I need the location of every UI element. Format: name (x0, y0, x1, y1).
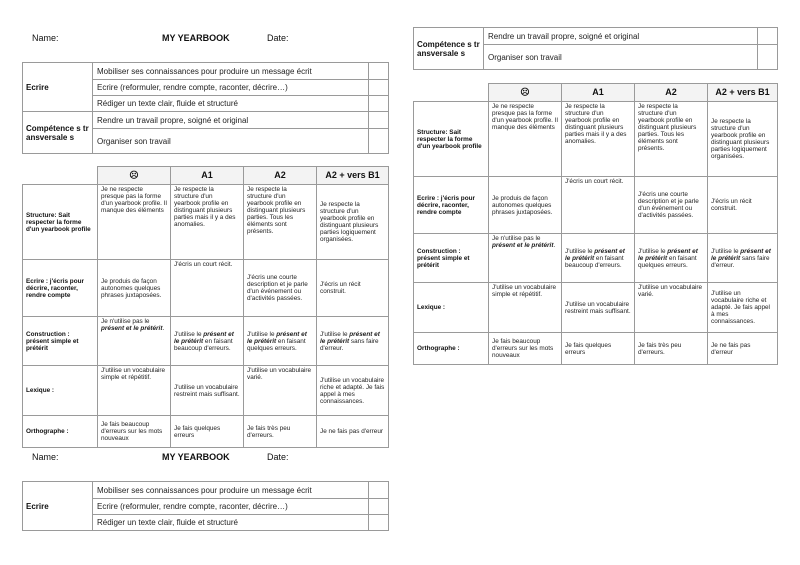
descriptor-cell: J'utilise un vocabulaire simple et répétitif. (489, 283, 562, 333)
descriptor-cell: Je respecte la structure d'un yearbook profile en distinguant plusieurs parties. Tous les éléments sont présents. (244, 185, 317, 260)
descriptor-cell (635, 234, 708, 283)
descriptor-cell (708, 234, 778, 283)
descriptor-cell: J'écris un récit construit. (708, 177, 778, 234)
criterion-label: Ecrire : j'écris pour décrire, raconter, rendre compte (23, 260, 98, 317)
descriptor-cell: Je respecte la structure d'un yearbook profile en distinguant plusieurs parties mais il y a des anomalies. (562, 102, 635, 177)
descriptor-cell: J'écris un récit construit. (317, 260, 389, 317)
descriptor-cell: J'écris un court récit. (562, 177, 635, 234)
check-cell[interactable] (369, 80, 389, 96)
level-sad-header (489, 84, 562, 102)
descriptor-cell: Je produis de façon autonomes quelques phrases juxtaposées. (98, 260, 171, 317)
descriptor-cell: J'utilise un vocabulaire varié. (635, 283, 708, 333)
emphasis-text: présent et le prétérit (565, 247, 625, 262)
rubric-row (414, 177, 778, 234)
descriptor-cell: Je fais quelques erreurs (562, 333, 635, 365)
check-cell[interactable] (369, 63, 389, 80)
competences-table-3 (413, 27, 778, 70)
transversales-label: Compétence s transversale s (23, 112, 93, 154)
competence-item: Rédiger un texte clair, fluide et structuré (93, 515, 369, 531)
descriptor-text: Je n'utilise pas le (101, 318, 150, 325)
descriptor-cell: J'écris un court récit. (171, 260, 244, 317)
competence-item: Ecrire (reformuler, rendre compte, raconter, décrire…) (93, 499, 369, 515)
descriptor-cell: J'écris une courte description et je parle d'un événement ou d'activités passées. (635, 177, 708, 234)
emphasis-text: présent et le prétérit (711, 247, 771, 262)
descriptor-cell: Je produis de façon autonomes quelques phrases juxtaposées. (489, 177, 562, 234)
descriptor-cell (562, 234, 635, 283)
ecrire-label: Ecrire (23, 63, 93, 112)
descriptor-text: en faisant quelques erreurs. (638, 254, 697, 269)
check-cell[interactable] (758, 28, 778, 45)
check-cell[interactable] (369, 499, 389, 515)
descriptor-cell (244, 317, 317, 366)
descriptor-cell: Je fais beaucoup d'erreurs sur les mots nouveaux (98, 416, 171, 448)
ecrire-label: Ecrire (23, 482, 93, 531)
rubric-row (414, 102, 778, 177)
criterion-label: Structure: Sait respecter la forme d'un yearbook profile (414, 102, 489, 177)
rubric-row (23, 260, 389, 317)
competences-table-2 (22, 481, 389, 531)
level-header: A2 + vers B1 (708, 84, 778, 102)
level-header: A1 (171, 167, 244, 185)
transversales-label: Compétence s transversale s (414, 28, 484, 70)
rubric-row (414, 234, 778, 283)
descriptor-cell (489, 234, 562, 283)
rubric-row (414, 283, 778, 333)
name-label: Name: (32, 33, 59, 43)
descriptor-cell: Je ne fais pas d'erreur (317, 416, 389, 448)
emphasis-text: présent et le prétérit (101, 325, 163, 332)
rubric-corner (23, 167, 98, 185)
descriptor-cell: J'utilise un vocabulaire varié. (244, 366, 317, 416)
emphasis-text: présent et le prétérit (174, 330, 234, 345)
sad-face-icon: ☹ (520, 87, 530, 97)
competence-item: Organiser son travail (484, 45, 758, 70)
descriptor-cell: J'utilise un vocabulaire riche et adapté. Je fais appel à mes connaissances. (317, 366, 389, 416)
descriptor-cell: Je respecte la structure d'un yearbook profile en distinguant plusieurs parties. Tous les éléments sont présents. (635, 102, 708, 177)
emphasis-text: présent et le prétérit (320, 330, 380, 345)
competence-item: Rendre un travail propre, soigné et original (484, 28, 758, 45)
descriptor-cell (171, 317, 244, 366)
descriptor-text: J'utilise le (565, 247, 595, 255)
descriptor-text: J'utilise le (174, 330, 204, 338)
rubric-table-1 (22, 166, 389, 448)
name-label: Name: (32, 452, 59, 462)
descriptor-cell: Je respecte la structure d'un yearbook profile en distinguant plusieurs parties mais il y a des anomalies. (171, 185, 244, 260)
descriptor-cell: Je respecte la structure d'un yearbook profile en distinguant plusieurs parties logiquement organisées. (708, 102, 778, 177)
competence-item: Mobiliser ses connaissances pour produire un message écrit (93, 482, 369, 499)
level-sad-header (98, 167, 171, 185)
descriptor-cell (317, 317, 389, 366)
descriptor-cell: Je fais quelques erreurs (171, 416, 244, 448)
rubric-row (23, 185, 389, 260)
competences-table-1 (22, 62, 389, 154)
criterion-label: Orthographe : (23, 416, 98, 448)
descriptor-text: . (162, 325, 165, 332)
descriptor-text: sans faire d'erreur. (711, 254, 770, 269)
descriptor-cell: Je ne respecte presque pas la forme d'un yearbook profile. Il manque des éléments (98, 185, 171, 260)
descriptor-cell: J'utilise un vocabulaire restreint mais suffisant. (562, 283, 635, 333)
descriptor-cell: Je respecte la structure d'un yearbook profile en distinguant plusieurs parties logiquement organisées. (317, 185, 389, 260)
descriptor-cell: J'écris une courte description et je parle d'un événement ou d'activités passées. (244, 260, 317, 317)
descriptor-cell: J'utilise un vocabulaire restreint mais suffisant. (171, 366, 244, 416)
sad-face-icon: ☹ (129, 170, 139, 180)
criterion-label: Structure: Sait respecter la forme d'un yearbook profile (23, 185, 98, 260)
rubric-row (23, 317, 389, 366)
level-header: A2 (635, 84, 708, 102)
descriptor-cell (98, 317, 171, 366)
descriptor-text: en faisant beaucoup d'erreurs. (174, 337, 233, 352)
emphasis-text: présent et le prétérit (638, 247, 698, 262)
descriptor-text: J'utilise le (711, 247, 741, 255)
check-cell[interactable] (758, 45, 778, 70)
check-cell[interactable] (369, 129, 389, 154)
descriptor-text: en faisant quelques erreurs. (247, 337, 306, 352)
rubric-table-2 (413, 83, 778, 365)
competence-item: Rédiger un texte clair, fluide et structuré (93, 96, 369, 112)
criterion-label: Lexique : (414, 283, 489, 333)
check-cell[interactable] (369, 96, 389, 112)
descriptor-cell: Je ne respecte presque pas la forme d'un yearbook profile. Il manque des éléments (489, 102, 562, 177)
criterion-label: Orthographe : (414, 333, 489, 365)
competence-item: Rendre un travail propre, soigné et original (93, 112, 369, 129)
rubric-corner (414, 84, 489, 102)
descriptor-cell: Je fais beaucoup d'erreurs sur les mots nouveaux (489, 333, 562, 365)
sheet-header-2 (22, 452, 388, 464)
descriptor-text: en faisant beaucoup d'erreurs. (565, 254, 624, 269)
date-label: Date: (267, 452, 289, 462)
level-header: A2 + vers B1 (317, 167, 389, 185)
criterion-label: Construction : présent simple et prétérit (23, 317, 98, 366)
descriptor-text: . (553, 242, 556, 249)
descriptor-cell: J'utilise un vocabulaire riche et adapté. Je fais appel à mes connaissances. (708, 283, 778, 333)
level-header: A2 (244, 167, 317, 185)
emphasis-text: présent et le prétérit (247, 330, 307, 345)
descriptor-cell: Je fais très peu d'erreurs. (635, 333, 708, 365)
criterion-label: Ecrire : j'écris pour décrire, raconter, rendre compte (414, 177, 489, 234)
descriptor-cell: J'utilise un vocabulaire simple et répétitif. (98, 366, 171, 416)
competence-item: Organiser son travail (93, 129, 369, 154)
check-cell[interactable] (369, 112, 389, 129)
descriptor-text: J'utilise le (638, 247, 668, 255)
emphasis-text: présent et le prétérit (492, 242, 554, 249)
criterion-label: Construction : présent simple et prétérit (414, 234, 489, 283)
date-label: Date: (267, 33, 289, 43)
criterion-label: Lexique : (23, 366, 98, 416)
sheet-title: MY YEARBOOK (162, 33, 230, 43)
descriptor-cell: Je ne fais pas d'erreur (708, 333, 778, 365)
check-cell[interactable] (369, 515, 389, 531)
descriptor-text: Je n'utilise pas le (492, 235, 541, 242)
rubric-row (414, 333, 778, 365)
level-header: A1 (562, 84, 635, 102)
rubric-row (23, 416, 389, 448)
descriptor-text: J'utilise le (247, 330, 277, 338)
sheet-title: MY YEARBOOK (162, 452, 230, 462)
descriptor-cell: Je fais très peu d'erreurs. (244, 416, 317, 448)
sheet-header-1 (22, 33, 388, 45)
competence-item: Ecrire (reformuler, rendre compte, raconter, décrire…) (93, 80, 369, 96)
check-cell[interactable] (369, 482, 389, 499)
rubric-row (23, 366, 389, 416)
competence-item: Mobiliser ses connaissances pour produire un message écrit (93, 63, 369, 80)
descriptor-text: J'utilise le (320, 330, 350, 338)
descriptor-text: sans faire d'erreur. (320, 337, 379, 352)
